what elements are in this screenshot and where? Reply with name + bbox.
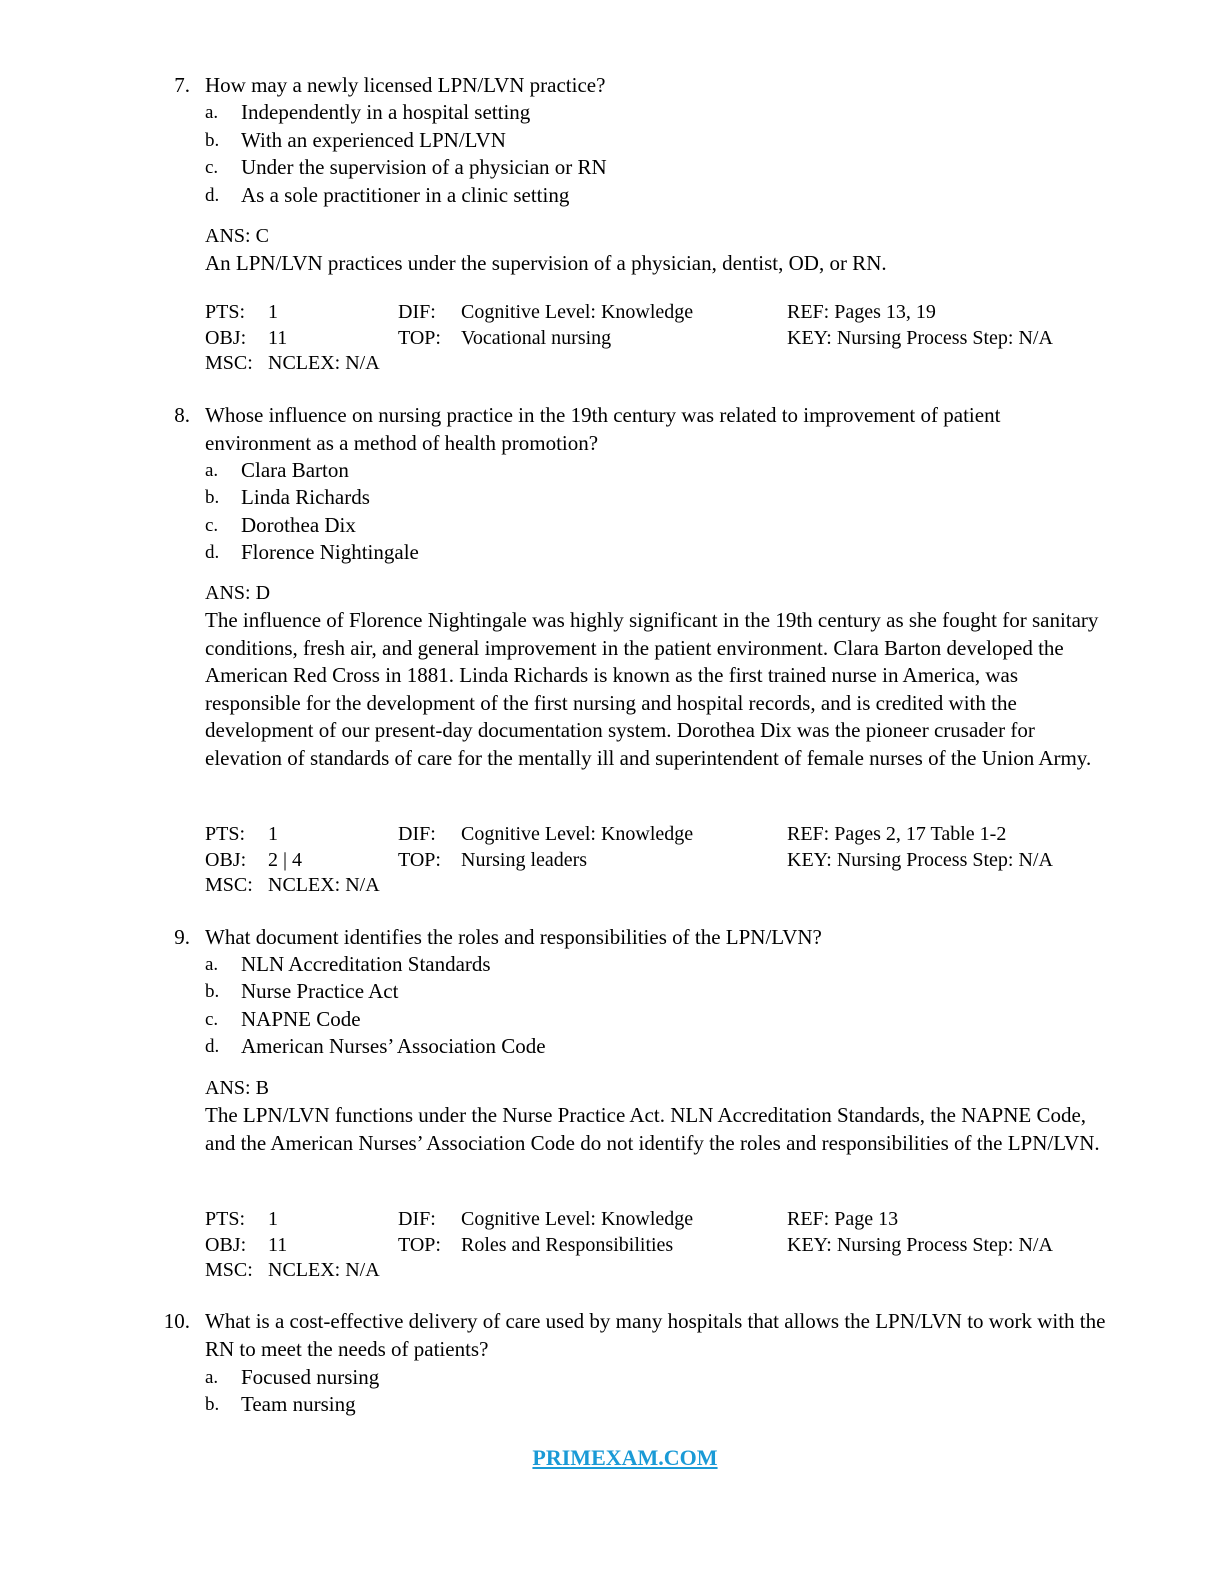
question-metadata xyxy=(205,822,1105,899)
option-text: Florence Nightingale xyxy=(241,540,419,564)
question-metadata xyxy=(205,300,1105,377)
obj-label: OBJ: xyxy=(205,1233,247,1256)
question-stem: What is a cost-effective delivery of care used by many hospitals that allows the LPN/LVN to work with the RN to meet the needs of patients? xyxy=(205,1309,1106,1361)
key-value: KEY: Nursing Process Step: N/A xyxy=(787,326,1053,349)
answer-key: ANS: D xyxy=(205,582,271,604)
msc-label: MSC: xyxy=(205,874,253,896)
top-value: Roles and Responsibilities xyxy=(461,1233,674,1256)
rationale: An LPN/LVN practices under the supervision of a physician, dentist, OD, or RN. xyxy=(205,251,887,275)
msc-value: NCLEX: N/A xyxy=(268,1259,380,1281)
dif-label: DIF: xyxy=(398,1208,436,1230)
top-label: TOP: xyxy=(398,326,441,349)
option-letter: a. xyxy=(205,1367,219,1388)
option-letter: d. xyxy=(205,1036,220,1057)
ref-value: REF: Pages 2, 17 Table 1-2 xyxy=(787,823,1007,845)
option-text: Focused nursing xyxy=(241,1365,380,1389)
pts-value: 1 xyxy=(268,1208,278,1230)
question-number: 8. xyxy=(174,403,190,427)
question-number: 10. xyxy=(163,1309,190,1333)
option-text: Team nursing xyxy=(241,1392,356,1416)
option-text: Independently in a hospital setting xyxy=(241,100,531,124)
option-letter: a. xyxy=(205,460,219,481)
option-text: Linda Richards xyxy=(241,485,370,509)
obj-value: 11 xyxy=(268,1233,288,1256)
msc-value: NCLEX: N/A xyxy=(268,874,380,896)
footer-watermark-link[interactable]: PRIMEXAM.COM xyxy=(532,1445,718,1470)
pts-label: PTS: xyxy=(205,301,246,323)
rationale: The influence of Florence Nightingale was highly significant in the 19th century as she fought for sanitary conditions, fresh air, and general improvement in the patient environment. Clara Barton developed the American Red Cross in 1881. Linda Richards is known as the first trained nurse in America, was responsible for the development of the first nursing and hospital records, and is credited with the development of our present-day documentation system. Dorothea Dix was the pioneer crusader for elevation of standards of care for the mentally ill and superintendent of female nurses of the Union Army. xyxy=(205,608,1099,770)
top-label: TOP: xyxy=(398,1233,441,1256)
question-stem: Whose influence on nursing practice in the 19th century was related to improvement of patient environment as a method of health promotion? xyxy=(205,403,1001,455)
dif-value: Cognitive Level: Knowledge xyxy=(461,1208,694,1230)
dif-value: Cognitive Level: Knowledge xyxy=(461,823,694,845)
option-text: NLN Accreditation Standards xyxy=(241,952,491,976)
ref-value: REF: Pages 13, 19 xyxy=(787,301,936,323)
option-letter: b. xyxy=(205,130,220,151)
obj-label: OBJ: xyxy=(205,848,247,871)
question-stem: What document identifies the roles and responsibilities of the LPN/LVN? xyxy=(205,925,822,949)
key-value: KEY: Nursing Process Step: N/A xyxy=(787,1233,1053,1256)
pts-value: 1 xyxy=(268,301,278,323)
option-text: Under the supervision of a physician or RN xyxy=(241,155,607,179)
rationale: The LPN/LVN functions under the Nurse Practice Act. NLN Accreditation Standards, the NAPNE Code, and the American Nurses’ Association Code do not identify the roles and responsibilities of the LPN/LVN. xyxy=(205,1103,1100,1155)
top-value: Nursing leaders xyxy=(461,848,588,871)
key-value: KEY: Nursing Process Step: N/A xyxy=(787,848,1053,871)
option-text: Clara Barton xyxy=(241,458,349,482)
question-metadata xyxy=(205,1207,1105,1284)
obj-value: 11 xyxy=(268,326,288,349)
option-text: NAPNE Code xyxy=(241,1007,361,1031)
option-text: As a sole practitioner in a clinic setting xyxy=(241,183,570,207)
option-letter: c. xyxy=(205,157,219,178)
option-text: American Nurses’ Association Code xyxy=(241,1034,546,1058)
pts-label: PTS: xyxy=(205,823,246,845)
ref-value: REF: Page 13 xyxy=(787,1208,899,1230)
option-text: Dorothea Dix xyxy=(241,513,356,537)
option-letter: d. xyxy=(205,542,220,563)
dif-value: Cognitive Level: Knowledge xyxy=(461,301,694,323)
option-letter: b. xyxy=(205,981,220,1002)
question-number: 9. xyxy=(174,925,190,949)
question-stem: How may a newly licensed LPN/LVN practice? xyxy=(205,73,606,97)
option-text: With an experienced LPN/LVN xyxy=(241,128,506,152)
pts-label: PTS: xyxy=(205,1208,246,1230)
option-text: Nurse Practice Act xyxy=(241,979,399,1003)
obj-value: 2 | 4 xyxy=(268,848,303,871)
option-letter: c. xyxy=(205,515,219,536)
question-number: 7. xyxy=(174,73,190,97)
msc-value: NCLEX: N/A xyxy=(268,352,380,374)
answer-key: ANS: B xyxy=(205,1077,269,1099)
answer-key: ANS: C xyxy=(205,225,269,247)
option-letter: d. xyxy=(205,185,220,206)
obj-label: OBJ: xyxy=(205,326,247,349)
dif-label: DIF: xyxy=(398,823,436,845)
dif-label: DIF: xyxy=(398,301,436,323)
msc-label: MSC: xyxy=(205,1259,253,1281)
pts-value: 1 xyxy=(268,823,278,845)
option-letter: b. xyxy=(205,487,220,508)
option-letter: a. xyxy=(205,954,219,975)
option-letter: a. xyxy=(205,102,219,123)
option-letter: b. xyxy=(205,1394,220,1415)
top-value: Vocational nursing xyxy=(461,326,612,349)
top-label: TOP: xyxy=(398,848,441,871)
option-letter: c. xyxy=(205,1009,219,1030)
msc-label: MSC: xyxy=(205,352,253,374)
